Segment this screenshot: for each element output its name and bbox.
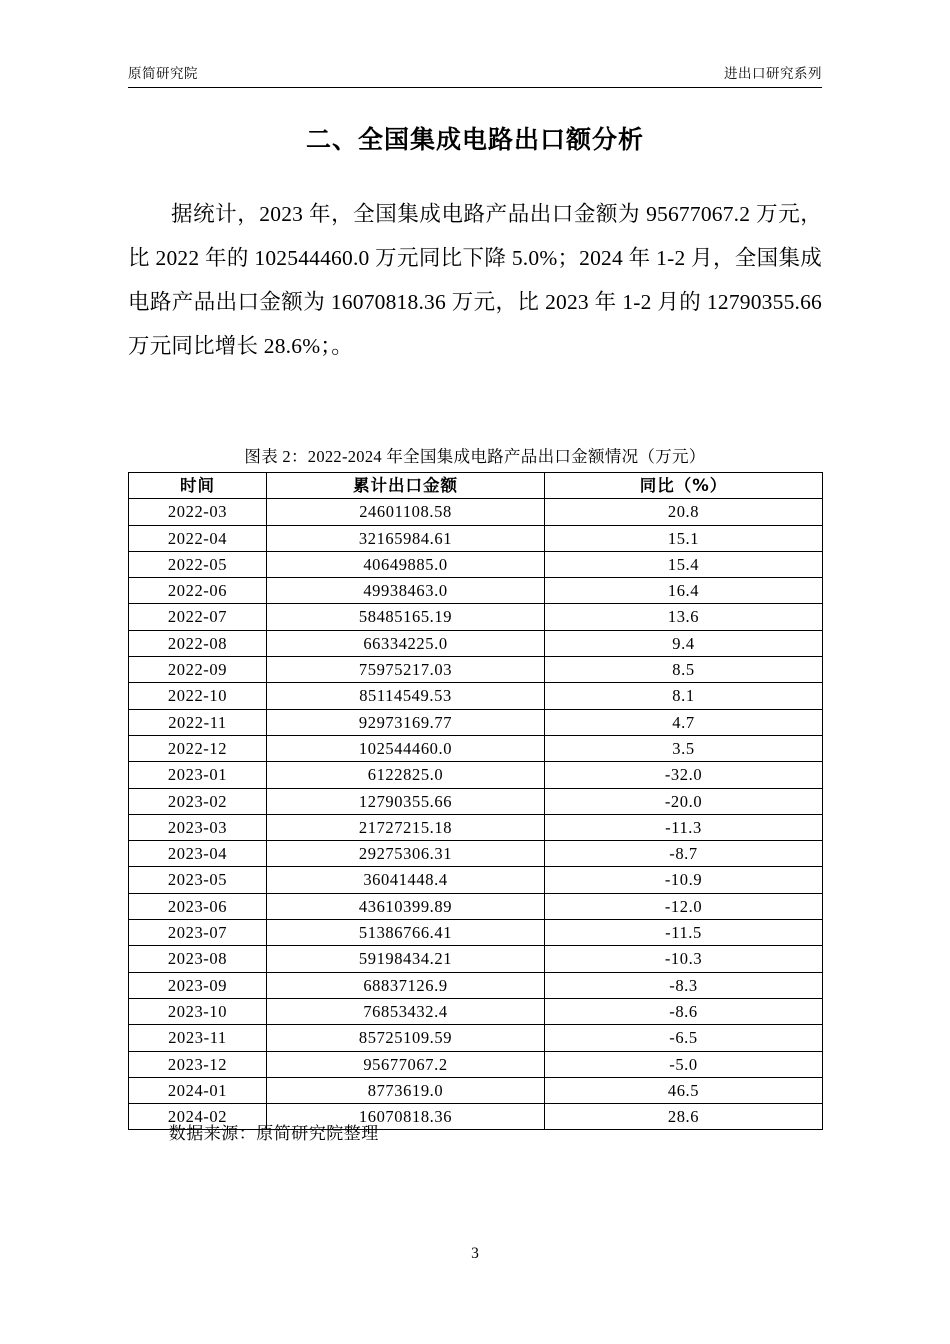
- cell-time: 2022-10: [129, 683, 267, 709]
- cell-yoy: -32.0: [545, 762, 823, 788]
- cell-amount: 58485165.19: [267, 604, 545, 630]
- cell-amount: 51386766.41: [267, 920, 545, 946]
- section-heading: 二、全国集成电路出口额分析: [305, 125, 644, 154]
- cell-time: 2023-07: [129, 920, 267, 946]
- table-row: [129, 630, 823, 656]
- table-row: [129, 1025, 823, 1051]
- table-row: [129, 709, 823, 735]
- table-row: [129, 920, 823, 946]
- cell-yoy: -8.6: [545, 998, 823, 1024]
- cell-time: 2023-01: [129, 762, 267, 788]
- cell-time: 2022-08: [129, 630, 267, 656]
- table-row: [129, 604, 823, 630]
- cell-amount: 85114549.53: [267, 683, 545, 709]
- table-row: [129, 551, 823, 577]
- cell-yoy: -11.3: [545, 814, 823, 840]
- cell-amount: 12790355.66: [267, 788, 545, 814]
- cell-amount: 85725109.59: [267, 1025, 545, 1051]
- cell-yoy: 4.7: [545, 709, 823, 735]
- page-number: 3: [471, 1245, 479, 1262]
- cell-yoy: 20.8: [545, 499, 823, 525]
- cell-time: 2022-06: [129, 578, 267, 604]
- table-row: [129, 578, 823, 604]
- table-body: [129, 499, 823, 1130]
- cell-amount: 40649885.0: [267, 551, 545, 577]
- cell-time: 2023-05: [129, 867, 267, 893]
- table-row: [129, 1077, 823, 1103]
- table-row: [129, 735, 823, 761]
- cell-amount: 59198434.21: [267, 946, 545, 972]
- cell-amount: 29275306.31: [267, 841, 545, 867]
- cell-yoy: 46.5: [545, 1077, 823, 1103]
- cell-amount: 16070818.36: [267, 1104, 545, 1130]
- cell-time: 2023-11: [129, 1025, 267, 1051]
- body-paragraph: 据统计，2023 年，全国集成电路产品出口金额为 95677067.2 万元，比 2022 年的 102544460.0 万元同比下降 5.0%；2024 年 1-2 月，全国集成电路产品出口金额为 16070818.36 万元，比 2023 年 1-2 月的 12790355.66 万元同比增长 28.6%；。: [128, 202, 822, 358]
- column-header-yoy: 同比（%）: [545, 473, 823, 499]
- cell-yoy: 28.6: [545, 1104, 823, 1130]
- cell-yoy: -8.3: [545, 972, 823, 998]
- cell-amount: 8773619.0: [267, 1077, 545, 1103]
- cell-time: 2022-07: [129, 604, 267, 630]
- cell-time: 2023-02: [129, 788, 267, 814]
- cell-time: 2023-12: [129, 1051, 267, 1077]
- cell-amount: 24601108.58: [267, 499, 545, 525]
- table-row: [129, 788, 823, 814]
- running-header: [128, 62, 822, 88]
- table-row: [129, 762, 823, 788]
- cell-yoy: -10.3: [545, 946, 823, 972]
- cell-yoy: -5.0: [545, 1051, 823, 1077]
- cell-time: 2023-08: [129, 946, 267, 972]
- cell-yoy: -20.0: [545, 788, 823, 814]
- cell-time: 2022-12: [129, 735, 267, 761]
- table-row: [129, 893, 823, 919]
- table-row: [129, 1051, 823, 1077]
- table-row: [129, 841, 823, 867]
- cell-yoy: 8.1: [545, 683, 823, 709]
- cell-amount: 43610399.89: [267, 893, 545, 919]
- table-header-row: [129, 473, 823, 499]
- export-amount-table: [128, 472, 823, 1130]
- cell-amount: 76853432.4: [267, 998, 545, 1024]
- column-header-amount: 累计出口金额: [267, 473, 545, 499]
- source-note: 数据来源：原简研究院整理: [168, 1124, 379, 1143]
- cell-time: 2022-11: [129, 709, 267, 735]
- cell-amount: 49938463.0: [267, 578, 545, 604]
- cell-amount: 102544460.0: [267, 735, 545, 761]
- cell-amount: 92973169.77: [267, 709, 545, 735]
- cell-yoy: -10.9: [545, 867, 823, 893]
- cell-time: 2024-01: [129, 1077, 267, 1103]
- header-left-text: 原简研究院: [128, 66, 198, 82]
- cell-yoy: -8.7: [545, 841, 823, 867]
- table-row: [129, 525, 823, 551]
- cell-yoy: 3.5: [545, 735, 823, 761]
- cell-yoy: 13.6: [545, 604, 823, 630]
- cell-time: 2024-02: [129, 1104, 267, 1130]
- cell-yoy: 15.1: [545, 525, 823, 551]
- cell-amount: 6122825.0: [267, 762, 545, 788]
- table-row: [129, 657, 823, 683]
- table-row: [129, 814, 823, 840]
- cell-yoy: -12.0: [545, 893, 823, 919]
- table-row: [129, 946, 823, 972]
- cell-amount: 66334225.0: [267, 630, 545, 656]
- cell-yoy: -11.5: [545, 920, 823, 946]
- cell-time: 2023-09: [129, 972, 267, 998]
- cell-yoy: 9.4: [545, 630, 823, 656]
- cell-time: 2023-10: [129, 998, 267, 1024]
- cell-yoy: 16.4: [545, 578, 823, 604]
- header-right-text: 进出口研究系列: [724, 66, 822, 82]
- column-header-time: 时间: [129, 473, 267, 499]
- cell-amount: 36041448.4: [267, 867, 545, 893]
- cell-amount: 32165984.61: [267, 525, 545, 551]
- cell-time: 2023-03: [129, 814, 267, 840]
- table-row: [129, 998, 823, 1024]
- cell-time: 2023-04: [129, 841, 267, 867]
- table-caption: 图表 2：2022-2024 年全国集成电路产品出口金额情况（万元）: [244, 447, 706, 466]
- cell-amount: 21727215.18: [267, 814, 545, 840]
- cell-amount: 95677067.2: [267, 1051, 545, 1077]
- table-row: [129, 683, 823, 709]
- cell-time: 2023-06: [129, 893, 267, 919]
- table-row: [129, 972, 823, 998]
- cell-time: 2022-09: [129, 657, 267, 683]
- cell-amount: 75975217.03: [267, 657, 545, 683]
- table-row: [129, 499, 823, 525]
- cell-amount: 68837126.9: [267, 972, 545, 998]
- table-row: [129, 867, 823, 893]
- cell-yoy: -6.5: [545, 1025, 823, 1051]
- cell-time: 2022-03: [129, 499, 267, 525]
- cell-time: 2022-04: [129, 525, 267, 551]
- cell-time: 2022-05: [129, 551, 267, 577]
- cell-yoy: 8.5: [545, 657, 823, 683]
- cell-yoy: 15.4: [545, 551, 823, 577]
